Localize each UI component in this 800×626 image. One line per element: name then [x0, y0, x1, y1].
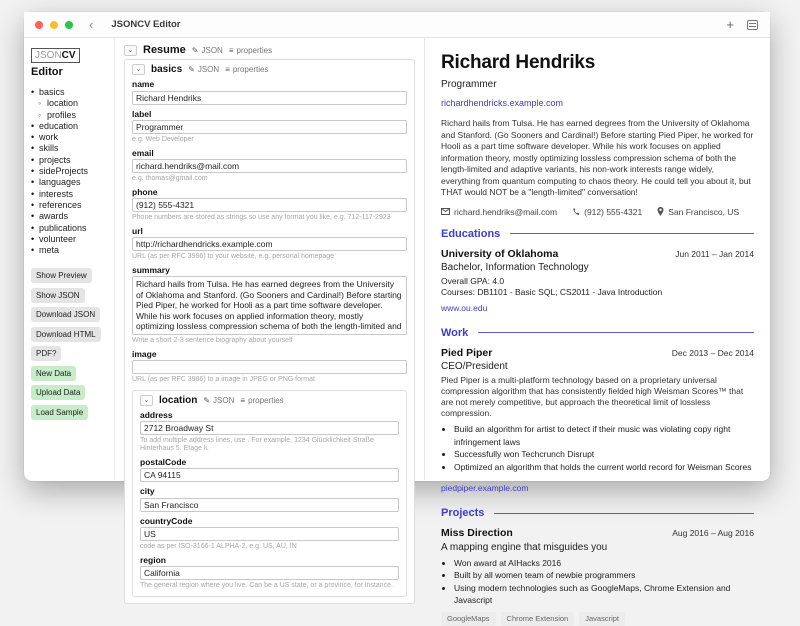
basics-section-header [132, 64, 407, 75]
url-field [132, 226, 407, 261]
list-icon: ≡ [228, 45, 234, 55]
window-controls [35, 21, 73, 29]
sidebar-item-basics[interactable]: • basics [31, 87, 108, 98]
work-heading: Work [441, 326, 469, 339]
name-input[interactable] [132, 91, 407, 105]
city-input[interactable] [140, 498, 399, 512]
address-field [140, 410, 399, 453]
location-pin-icon [657, 207, 664, 216]
download-json-button[interactable]: Download JSON [31, 307, 100, 322]
field-label: address [140, 409, 173, 420]
preview-label: Programmer [441, 79, 497, 90]
show-json-button[interactable]: Show JSON [31, 288, 85, 303]
jsoncv-logo: JSONCV [31, 48, 80, 63]
work-highlight: • Optimized an algorithm that holds the current world record for Weisman Scores [454, 461, 754, 474]
new-data-button[interactable]: New Data [31, 366, 76, 381]
preview-name: Richard Hendriks [441, 52, 596, 73]
educations-heading: Educations [441, 227, 501, 240]
envelope-icon [441, 208, 450, 215]
phone-icon [572, 208, 580, 216]
basics-section [124, 59, 415, 604]
section-nav [31, 87, 108, 256]
countrycode-field [140, 516, 399, 551]
project-entry [441, 527, 754, 626]
basics-properties-link[interactable]: ≡ properties [225, 65, 269, 74]
countrycode-input[interactable] [140, 527, 399, 541]
contact-email: richard.hendriks@mail.com [441, 207, 557, 217]
work-highlights [454, 423, 754, 473]
work-summary: Pied Piper is a multi-platform technology based on a proprietary universal compression algorithm that has consistently fielded high Weisman Scores™ that are not merely competitive, but approach the theoretical limit of lossless compression. [441, 375, 744, 418]
work-highlight: • Build an algorithm for artist to detect if their music was violating copy right infringement laws [454, 423, 754, 448]
field-label: name [132, 79, 155, 89]
sidebar-item-volunteer[interactable]: • volunteer [31, 234, 108, 245]
sidebar-item-sideprojects[interactable]: • sideProjects [31, 166, 108, 177]
summary-field [132, 265, 407, 345]
zoom-window-button[interactable] [65, 21, 73, 29]
preview-website-link[interactable]: richardhendricks.example.com [441, 98, 564, 108]
project-dates: Aug 2016 – Aug 2016 [672, 528, 754, 538]
project-tag: Javascript [579, 612, 625, 626]
tab-overview-icon[interactable] [747, 20, 758, 30]
field-hint: The general region where you live. Can be a US state, or a province, for instance. [140, 581, 393, 589]
field-label: countryCode [140, 515, 193, 526]
location-properties-link[interactable]: ≡ properties [240, 395, 284, 405]
image-input[interactable] [132, 360, 407, 374]
email-field [132, 148, 407, 183]
sidebar-item-skills[interactable]: • skills [31, 143, 108, 154]
field-hint: URL (as per RFC 3986) to your website, e.g. personal homepage [132, 252, 335, 260]
field-label: label [132, 108, 152, 119]
image-field [132, 349, 407, 384]
sidebar-item-projects[interactable]: • projects [31, 155, 108, 166]
projects-heading: Projects [441, 507, 485, 519]
app-window [24, 12, 770, 623]
titlebar [24, 12, 770, 38]
education-degree: Bachelor, Information Technology [441, 262, 589, 273]
sidebar-item-languages[interactable]: • languages [31, 177, 108, 188]
resume-preview-panel [425, 38, 770, 623]
back-icon[interactable]: ‹ [89, 17, 94, 32]
education-courses: Courses: DB1101 - Basic SQL; CS2011 - Java Introduction [441, 286, 663, 297]
work-entry [441, 347, 754, 497]
load-sample-button[interactable]: Load Sample [31, 405, 88, 420]
education-dates: Jun 2011 – Jan 2014 [675, 248, 754, 259]
field-label: postalCode [140, 456, 187, 467]
field-label: city [140, 486, 155, 496]
preview-contact-row [441, 207, 754, 217]
education-link[interactable]: www.ou.edu [441, 302, 488, 313]
work-dates: Dec 2013 – Dec 2014 [671, 347, 754, 358]
collapse-chevron-icon[interactable]: ⌄ [124, 45, 137, 56]
work-position: CEO/President [441, 361, 508, 372]
contact-location: San Francisco, US [657, 207, 739, 217]
name-field [132, 79, 407, 105]
project-highlights [454, 557, 754, 607]
sidebar-item-meta[interactable]: • meta [31, 245, 108, 256]
pencil-icon: ✎ [203, 395, 211, 405]
resume-json-link[interactable]: ✎ JSON [191, 45, 223, 55]
field-label: image [132, 348, 157, 359]
education-entry [441, 248, 754, 316]
projects-section [441, 507, 754, 626]
field-label: region [140, 554, 166, 565]
field-hint: To add multiple address lines, use . For example, 1234 Glücklichkeit Straße Hinterhaus 5. Etage li. [140, 436, 374, 452]
contact-phone: (912) 555-4321 [572, 207, 642, 217]
work-section [441, 327, 754, 497]
sidebar [24, 38, 115, 480]
address-input[interactable] [140, 421, 399, 435]
work-highlight: • Successfully won Techcrunch Disrupt [454, 448, 754, 461]
resume-title: Resume [143, 44, 186, 56]
sidebar-item-references[interactable]: • references [31, 200, 108, 211]
upload-data-button[interactable]: Upload Data [31, 385, 85, 400]
field-label: email [132, 147, 154, 158]
resume-section-header [124, 44, 415, 56]
list-icon: ≡ [225, 65, 230, 74]
project-highlight: • Won award at AIHacks 2016 [454, 557, 754, 570]
project-tag: GoogleMaps [441, 612, 496, 626]
pencil-icon: ✎ [188, 65, 195, 74]
collapse-chevron-icon[interactable]: ⌄ [132, 64, 145, 75]
summary-textarea[interactable] [132, 276, 407, 335]
project-tag: Chrome Extension [501, 612, 575, 626]
section-rule [510, 233, 754, 234]
company-name: Pied Piper [441, 346, 493, 359]
sidebar-item-work[interactable]: • work [31, 132, 108, 143]
editor-form-panel [115, 38, 425, 589]
field-hint: Write a short 2-3 sentence biography about yourself [132, 336, 293, 344]
field-hint: e.g. thomas@gmail.com [132, 174, 208, 182]
basics-json-link[interactable]: ✎ JSON [188, 65, 220, 74]
region-field [140, 555, 399, 590]
project-description: A mapping engine that misguides you [441, 541, 608, 553]
field-hint: URL (as per RFC 3986) to a image in JPEG or PNG format [132, 375, 315, 383]
email-input[interactable] [132, 159, 407, 173]
new-tab-icon[interactable]: + [726, 17, 734, 32]
pencil-icon: ✎ [191, 45, 199, 55]
location-section [132, 390, 407, 597]
project-tags [441, 612, 754, 626]
window-title: JSONCV Editor [111, 19, 181, 30]
education-gpa: Overall GPA: 4.0 [441, 275, 505, 286]
phone-field [132, 187, 407, 222]
institution-name: University of Oklahoma [441, 247, 559, 260]
pdf-button[interactable]: PDF? [31, 346, 61, 361]
location-title: location [159, 394, 198, 406]
project-name: Miss Direction [441, 527, 513, 539]
resume-properties-link[interactable]: ≡ properties [228, 45, 273, 55]
list-icon: ≡ [240, 395, 246, 405]
postalcode-field [140, 457, 399, 483]
field-label: phone [132, 186, 158, 197]
project-highlight: • Built by all women team of newbie programmers [454, 569, 754, 582]
sidebar-item-awards[interactable]: • awards [31, 211, 108, 222]
field-label: summary [132, 264, 170, 275]
label-input[interactable] [132, 120, 407, 134]
field-label: url [132, 225, 143, 236]
work-link[interactable]: piedpiper.example.com [441, 483, 529, 493]
region-input[interactable] [140, 566, 399, 580]
postalcode-input[interactable] [140, 468, 399, 482]
show-preview-button[interactable]: Show Preview [31, 268, 92, 283]
close-window-button[interactable] [35, 21, 43, 29]
minimize-window-button[interactable] [50, 21, 58, 29]
section-rule [494, 513, 754, 514]
collapse-chevron-icon[interactable]: ⌄ [140, 395, 153, 406]
project-highlight: • Using modern technologies such as GoogleMaps, Chrome Extension and Javascript [454, 582, 754, 607]
sidebar-actions [31, 268, 108, 420]
location-json-link[interactable]: ✎ JSON [203, 395, 235, 405]
app-name: Editor [31, 66, 63, 78]
sidebar-item-location[interactable]: ◦ location [31, 98, 108, 109]
sidebar-item-education[interactable]: • education [31, 121, 108, 132]
field-hint: code as per ISO-3166-1 ALPHA-2, e.g. US, AU, IN [140, 542, 297, 550]
sidebar-item-interests[interactable]: • interests [31, 189, 108, 200]
city-field [140, 486, 399, 512]
url-input[interactable] [132, 237, 407, 251]
sidebar-item-publications[interactable]: • publications [31, 223, 108, 234]
preview-summary: Richard hails from Tulsa. He has earned degrees from the University of Oklahoma and Stanford. (Go Sooners and Cardinal!) Before starting Pied Piper, he worked for Hooli as a part time software developer. While his work focuses on applied information theory, mostly optimizing lossless compression schema of both the length-limited and adaptive variants, his non-work interests range widely, everything from quantum computing to chaos theory. He could tell you about it, but THAT would NOT be a "length-limited" conversation! [441, 118, 754, 197]
basics-title: basics [151, 64, 183, 75]
sidebar-item-profiles[interactable]: ◦ profiles [31, 110, 108, 121]
download-html-button[interactable]: Download HTML [31, 327, 101, 342]
label-field [132, 109, 407, 144]
location-section-header [140, 395, 399, 406]
phone-input[interactable] [132, 198, 407, 212]
educations-section [441, 228, 754, 316]
field-hint: e.g. Web Developer [132, 135, 194, 143]
section-rule [478, 332, 754, 333]
field-hint: Phone numbers are stored as strings so use any format you like, e.g. 712-117-2923 [132, 213, 391, 221]
